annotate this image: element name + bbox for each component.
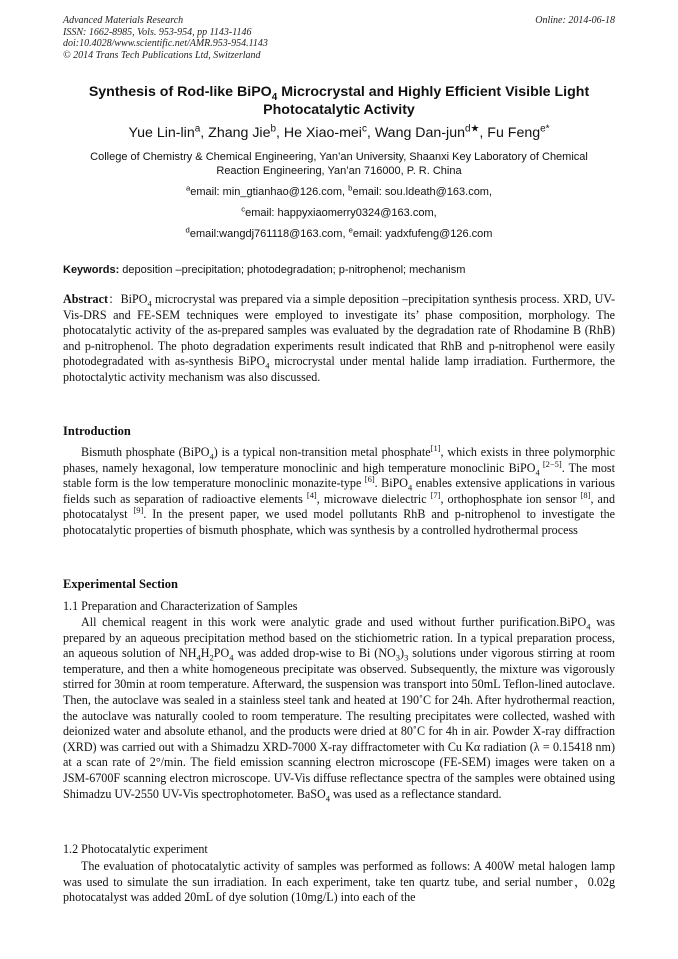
author: Zhang Jie$^b$,: [208, 123, 284, 141]
affiliation: College of Chemistry & Chemical Engineering, Yan’an University, Shaanxi Key Laboratory of Chemical Reaction Engineering, Yan’an 716000, P. R. China: [90, 151, 588, 177]
experimental-paragraph: All chemical reagent in this work were analytic grade and used without further purification.BiPO$_4$ was prepared by an aqueous precipitation method based on the stichiometric ration. In a typical preparation process, an aqueous solution of $NH_4H_2PO_4$ was added drop-wise to Bi $(NO_3)_3$ solutions under vigorous stirring at room temperature, and then a white homogeneous precipitate was observed. Subsequently, the mixture was vigorously stirred for 30min at room temperature. Afterward, the suspension was transport into 50mL Teflon-lined autoclave. Then, the autoclave was sealed in a stainless steel tank and heated at 190˚C for 24h. After hydrothermal reaction, the autoclave was naturally cooled to room temperature. The resulting precipitates were collected, washed with deionized water and absolute ethanol, and the products were dried at 80˚C for 4h in air. Powder X-ray diffraction (XRD) was carried out with a Shimadzu XRD-7000 X-ray diffractometer with Cu Kα radiation (λ = 0.15418 nm) at a scan rate of 2°/min. The field emission scanning electron microscope (FE-SEM) images were taken on a JSM-6700F scanning electron microscope. UV-Vis diffuse reflectance spectra of the samples were obtained using Shimadzu UV-2550 UV-Vis spectrophotometer. BaSO$_4$ was used as a reflectance standard.: [63, 615, 615, 803]
title-text: Synthesis of Rod-like BiPO: [88, 84, 272, 100]
email-a: email: min_gtianhao@126.com,: [190, 186, 349, 198]
abstract-label: Abstract: [63, 292, 109, 306]
email-line: $^a$email: min_gtianhao@126.com, $^b$email: sou.ldeath@163.com,: [185, 183, 493, 198]
subsection-heading-preparation: 1.1 Preparation and Characterization of Samples: [63, 599, 298, 613]
keywords: [63, 263, 615, 277]
author: He Xiao-mei$^c$,: [283, 123, 375, 141]
introduction-paragraph: Bismuth phosphate (BiPO$_4$) is a typical non-transition metal phosphate[1], which exists in three polymorphic phases, namely hexagonal, low temperature monoclinic and high temperature monoclinic BiPO$_4$ [2−5]. The most stable form is the low temperature monoclinic monazite-type [6]. BiPO$_4$ enables extensive applications in various fields such as separation of radioactive elements [4], microwave dielectric [7], orthophosphate ion sensor [8], and photocatalyst [9]. In the present paper, we used model pollutants RhB and p-nitrophenol to investigate the photocatalytic properties of bismuth phosphate, which was synthesis by a controlled hydrothermal process: [63, 442, 616, 537]
author: Fu Feng$^{e*}$: [487, 123, 550, 141]
title-text-rest: Microcrystal and Highly Efficient Visible Light Photocatalytic Activity: [263, 84, 590, 118]
copyright-line: © 2014 Trans Tech Publications Ltd, Switzerland: [63, 49, 261, 61]
abstract: Abstract：BiPO$_4$ microcrystal was prepared via a simple deposition –precipitation synthesis process. XRD, UV-Vis-DRS and FE-SEM techniques were employed to investigate its’ phase composition, morphology. The photocatalytic activity of the as-prepared samples was evaluated by the degradation rate of Rhodamine B (RhB) and p-nitrophenol. The photo degradation experiments result indicated that RhB and p-nitrophenol were easily photodegradated with as-synthesis BiPO$_4$ microcrystal under mental halide lamp irradiation. Furthermore, the photoctalytic activity mechanism was also discussed.: [63, 292, 616, 384]
issn-line: ISSN: 1662-8985, Vols. 953-954, pp 1143-1146: [63, 26, 252, 38]
journal-name: Advanced Materials Research: [63, 15, 184, 26]
section-heading-experimental: Experimental Section: [63, 577, 178, 591]
email-line: $^d$email:wangdj761118@163.com, $^e$email: yadxfufeng@126.com: [185, 225, 493, 240]
citation: [9]: [133, 505, 144, 516]
keywords-text: deposition –precipitation; photodegradation; p-nitrophenol; mechanism: [119, 264, 466, 276]
email-d: email:wangdj761118@163.com,: [189, 228, 349, 240]
citation: [6]: [364, 474, 375, 485]
keywords-label: Keywords:: [63, 264, 120, 276]
paper-title: [63, 83, 615, 119]
author-list: [63, 124, 615, 142]
email-c: email: happyxiaomerry0324@163.com,: [245, 207, 437, 219]
email-e: email: yadxfufeng@126.com: [352, 228, 493, 240]
author: Wang Dan-jun$^{d★}$,: [374, 123, 488, 141]
citation: [4]: [306, 489, 317, 500]
citation: [8]: [580, 489, 591, 500]
photocatalytic-paragraph: The evaluation of photocatalytic activity of samples was performed as follows: A 400W metal halogen lamp was used to simulate the sun irradiation. In each experiment, take ten quartz tube, and serial number，0.02g photocatalyst was added 20mL of dye solution (10mg/L) into each of the: [63, 859, 615, 905]
section-heading-introduction: Introduction: [63, 424, 131, 438]
email-b: email: sou.ldeath@163.com,: [352, 186, 493, 198]
citation: [7]: [430, 489, 441, 500]
journal-header: [63, 15, 268, 61]
email-line: $^c$email: happyxiaomerry0324@163.com,: [241, 204, 437, 219]
author: Yue Lin-lin$^a$,: [128, 123, 209, 141]
citation: [1]: [430, 442, 441, 453]
doi-line: doi:10.4028/www.scientific.net/AMR.953-954.1143: [63, 38, 268, 49]
title-subscript: 4: [271, 91, 278, 103]
citation: [2−5]: [539, 458, 562, 469]
subsection-heading-photocatalytic: 1.2 Photocatalytic experiment: [63, 842, 208, 856]
online-date: Online: 2014-06-18: [535, 15, 615, 26]
